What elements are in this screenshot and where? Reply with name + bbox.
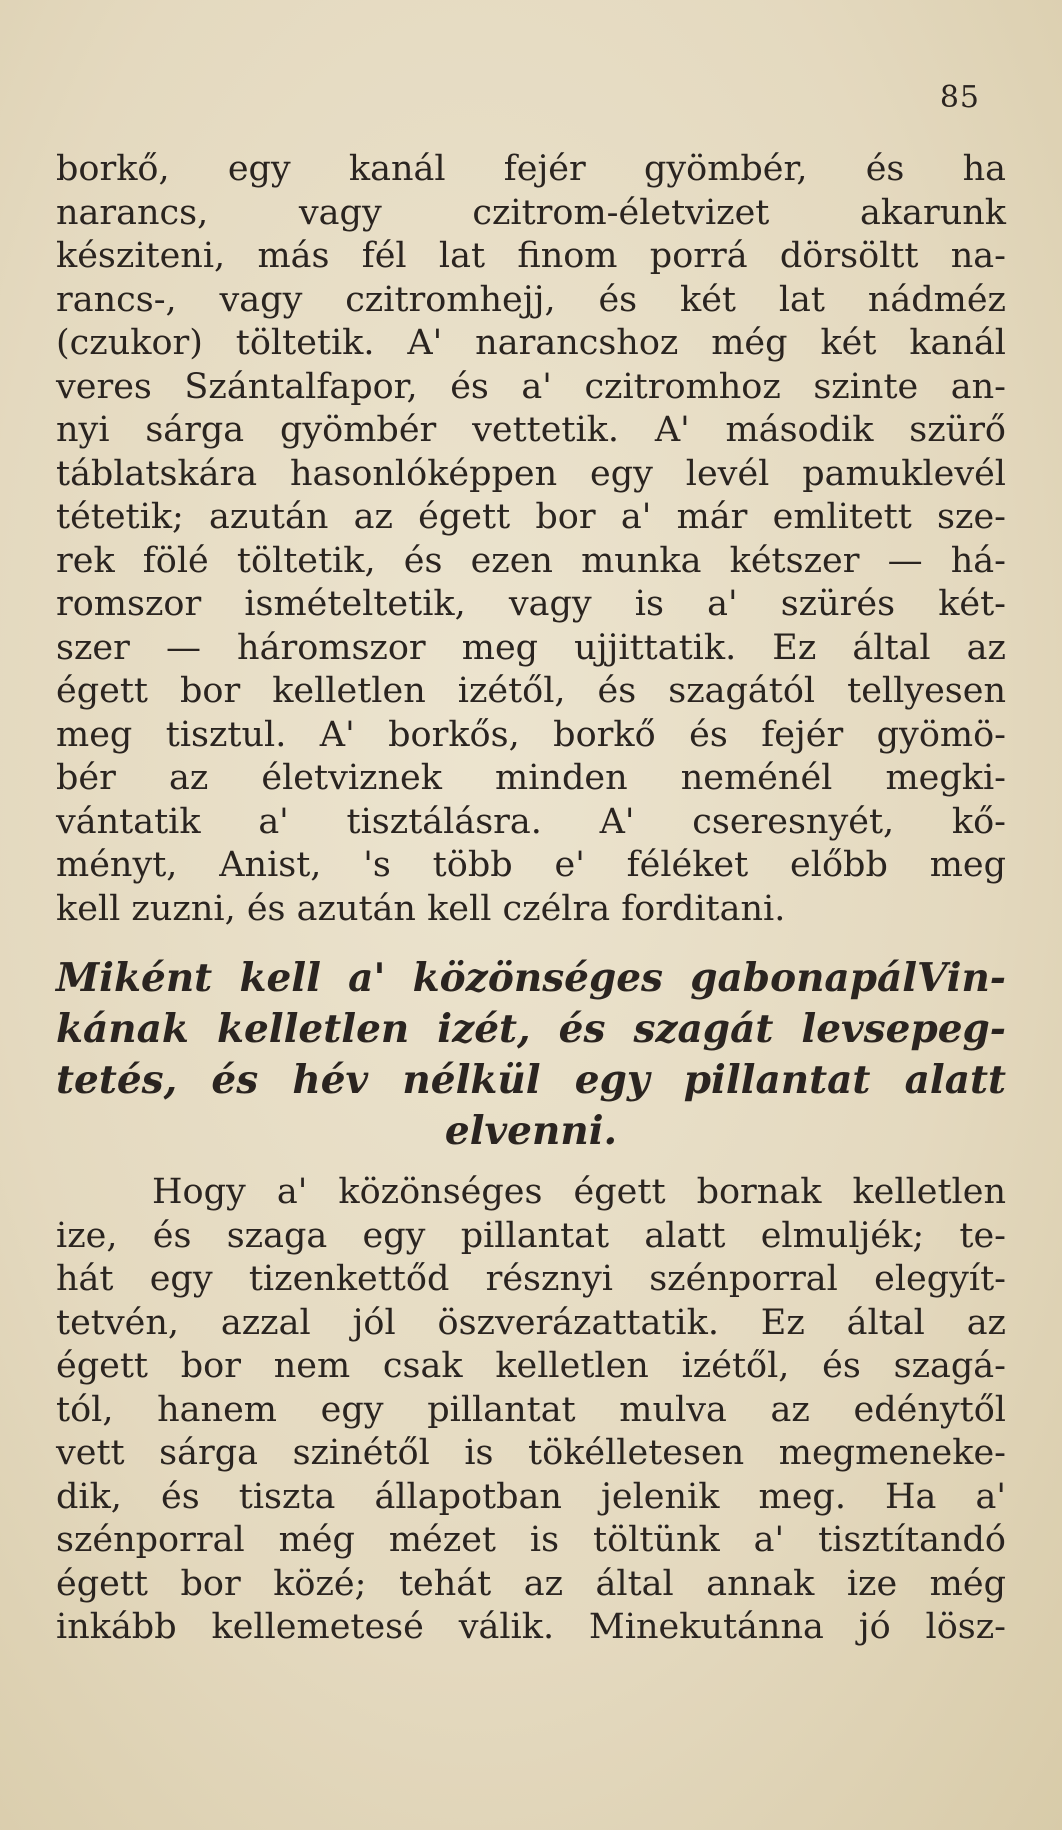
text-line: kell zuzni, és azután kell czélra forditani. [56, 888, 786, 929]
text-line: tól, hanem egy pillantat mulva az edénytől [56, 1389, 1006, 1430]
text-line: táblatskára hasonlóképpen egy levél pamuklevél [56, 453, 1006, 494]
heading-line: kának kelletlen izét, és szagát levsepeg- [56, 1006, 1006, 1052]
text-line: rek fölé töltetik, és ezen munka kétszer — há- [56, 540, 1006, 581]
text-line: égett bor közé; tehát az által annak ize még [56, 1563, 1006, 1604]
text-line: borkő, egy kanál fejér gyömbér, és ha [56, 149, 1006, 189]
text-line: rancs-, vagy czitromhejj, és két lat nádméz [56, 279, 1006, 320]
text-line: szénporral még mézet is töltünk a' tisztítandó [56, 1520, 1006, 1560]
text-line: nyi sárga gyömbér vettetik. A' második szürő [56, 410, 1006, 450]
text-line: dik, és tiszta állapotban jelenik meg. Ha a' [56, 1476, 1006, 1517]
text-line: tétetik; azután az égett bor a' már emlitett sze- [56, 497, 1006, 537]
text-line: bér az életviznek minden neménél megki- [56, 758, 1006, 798]
text-line: inkább kellemetesé válik. Minekutánna jó lösz- [56, 1607, 1006, 1647]
heading-line: elvenni. [444, 1108, 618, 1154]
text-line: Hogy a' közönséges égett bornak kelletlen [152, 1172, 1006, 1212]
text-line: meg tisztul. A' borkős, borkő és fejér gyömö- [56, 714, 1006, 755]
paragraph-2 [56, 1171, 1006, 1650]
section-heading [56, 953, 1006, 1157]
text-line: késziteni, más fél lat finom porrá dörsöltt na- [56, 236, 1006, 276]
text-line: ize, és szaga egy pillantat alatt elmuljék; te- [56, 1215, 1006, 1256]
text-line: égett bor kelletlen izétől, és szagától tellyesen [56, 671, 1006, 711]
page-body [56, 148, 1006, 1650]
text-line: ményt, Anist, 's több e' féléket előbb meg [56, 845, 1006, 885]
text-line: (czukor) töltetik. A' narancshoz még két kanál [56, 323, 1006, 363]
text-line: tetvén, azzal jól öszverázattatik. Ez által az [56, 1302, 1006, 1343]
heading-line: tetés, és hév nélkül egy pillantat alatt [56, 1057, 1006, 1103]
text-line: narancs, vagy czitrom-életvizet akarunk [56, 192, 1006, 233]
text-line: romszor ismételtetik, vagy is a' szürés két- [56, 584, 1006, 624]
page-number: 85 [939, 80, 980, 115]
text-line: égett bor nem csak kelletlen izétől, és szagá- [56, 1346, 1006, 1386]
text-line: vett sárga szinétől is tökélletesen megmeneke- [56, 1433, 1006, 1473]
text-line: vántatik a' tisztálásra. A' cseresnyét, kő- [56, 801, 1006, 842]
heading-line: Miként kell a' közönséges gabonapálVin- [56, 955, 1006, 1001]
paragraph-1 [56, 148, 1006, 931]
text-line: hát egy tizenkettőd résznyi szénporral elegyít- [56, 1259, 1006, 1299]
text-line: veres Szántalfapor, és a' czitromhoz szinte an- [56, 366, 1006, 407]
text-line: szer — háromszor meg ujjittatik. Ez által az [56, 627, 1006, 668]
